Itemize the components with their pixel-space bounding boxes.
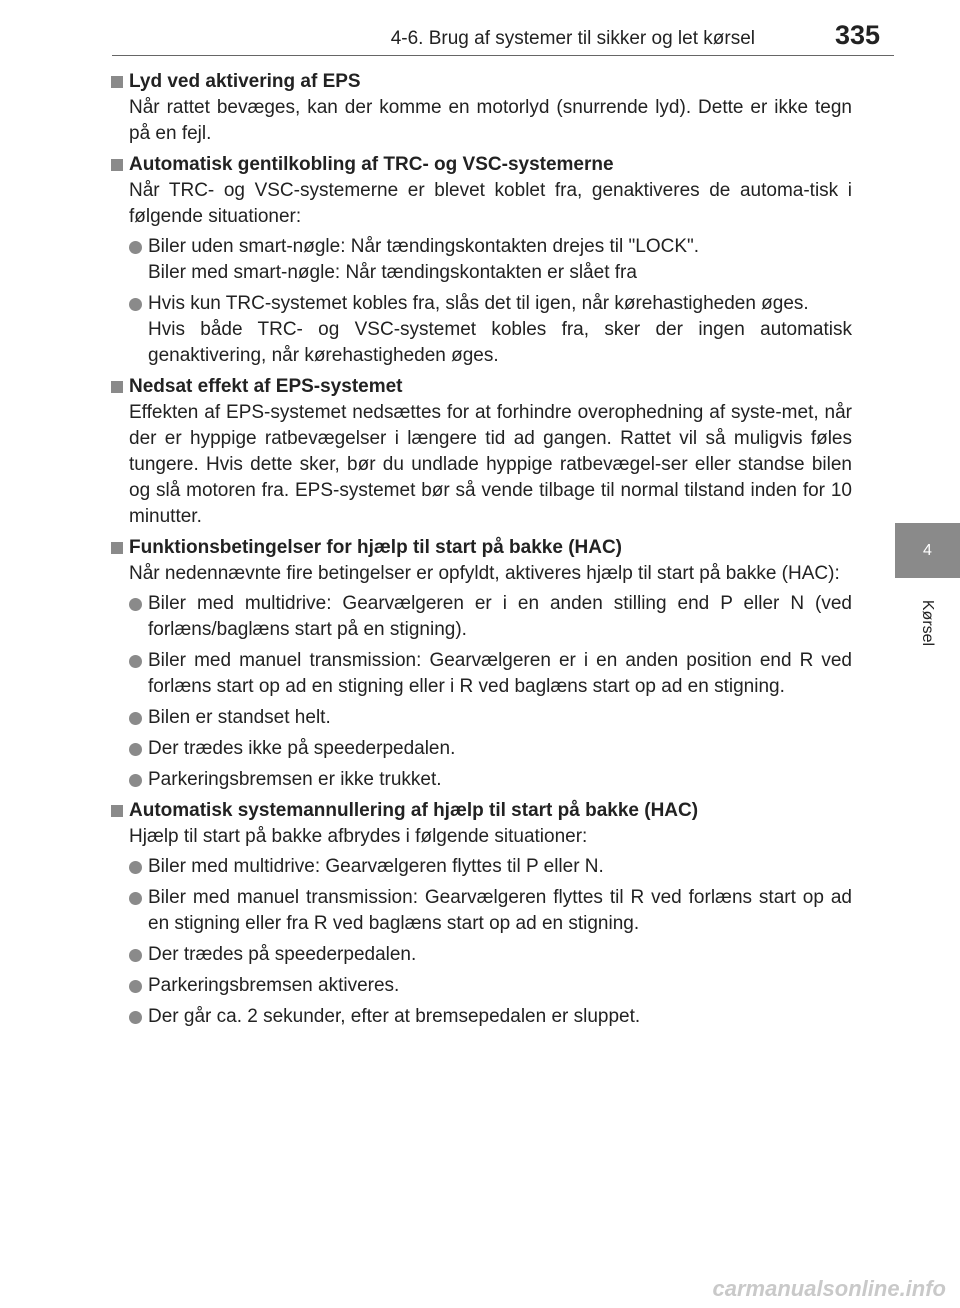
- paragraph: Effekten af EPS-systemet nedsættes for at forhindre overophedning af syste-met, når der er hyppige ratbevægelser i længere tid ad gangen. Rattet vil så muligvis føles tungere. Hvis dette sker, bør du undlade hyppige ratbevægel-ser eller standse bilen og slå motoren fra. EPS-systemet bør så vende tilbage til normal tilstand inden for 10 minutter.: [129, 402, 852, 527]
- bullet-text: Der går ca. 2 sekunder, efter at bremsepedalen er sluppet.: [148, 1006, 641, 1027]
- round-bullet-icon: [129, 980, 142, 993]
- section-heading: [110, 374, 852, 400]
- section-heading-text: Automatisk gentilkobling af TRC- og VSC-systemerne: [129, 154, 614, 175]
- paragraph: Når nedennævnte fire betingelser er opfyldt, aktiveres hjælp til start på bakke (HAC):: [129, 563, 840, 584]
- square-bullet-icon: [111, 76, 123, 88]
- bullet-item: [110, 1004, 852, 1030]
- bullet-text: Parkeringsbremsen er ikke trukket.: [148, 769, 442, 790]
- bullet-text: Biler med multidrive: Gearvælgeren er i en anden stilling end P eller N (ved forlæns/baglæns start på en stigning).: [148, 593, 852, 640]
- section-heading: [110, 69, 852, 95]
- bullet-text: Der trædes ikke på speederpedalen.: [148, 738, 456, 759]
- round-bullet-icon: [129, 1011, 142, 1024]
- bullet-item: [110, 234, 852, 286]
- square-bullet-icon: [111, 159, 123, 171]
- bullet-item: [110, 736, 852, 762]
- paragraph: Hjælp til start på bakke afbrydes i følgende situationer:: [129, 826, 588, 847]
- bullet-item: [110, 885, 852, 937]
- paragraph: Når rattet bevæges, kan der komme en motorlyd (snurrende lyd). Dette er ikke tegn på en fejl.: [129, 97, 852, 144]
- chapter-number: 4: [923, 541, 932, 559]
- round-bullet-icon: [129, 892, 142, 905]
- section-heading: [110, 798, 852, 824]
- section-heading-text: Funktionsbetingelser for hjælp til start på bakke (HAC): [129, 537, 623, 558]
- page-content: [110, 69, 852, 1035]
- section-heading-text: Lyd ved aktivering af EPS: [129, 71, 361, 92]
- page-header: [0, 0, 960, 60]
- square-bullet-icon: [111, 542, 123, 554]
- bullet-item: [110, 705, 852, 731]
- bullet-text: Biler med manuel transmission: Gearvælgeren er i en anden position end R ved forlæns start op ad en stigning eller i R ved baglæns start op ad en stigning.: [148, 650, 852, 697]
- bullet-text: Biler uden smart-nøgle: Når tændingskontakten drejes til "LOCK".: [148, 236, 700, 257]
- header-divider: [112, 55, 894, 56]
- square-bullet-icon: [111, 381, 123, 393]
- bullet-text: Parkeringsbremsen aktiveres.: [148, 975, 400, 996]
- bullet-text: Biler med multidrive: Gearvælgeren flyttes til P eller N.: [148, 856, 604, 877]
- bullet-text: Hvis både TRC- og VSC-systemet kobles fra, sker der ingen automatisk genaktivering, når kørehastigheden øges.: [148, 319, 852, 366]
- round-bullet-icon: [129, 712, 142, 725]
- bullet-item: [110, 291, 852, 369]
- section-heading: [110, 535, 852, 561]
- round-bullet-icon: [129, 861, 142, 874]
- round-bullet-icon: [129, 743, 142, 756]
- round-bullet-icon: [129, 241, 142, 254]
- round-bullet-icon: [129, 298, 142, 311]
- bullet-item: [110, 854, 852, 880]
- round-bullet-icon: [129, 598, 142, 611]
- chapter-tab: [895, 523, 960, 578]
- section-heading: [110, 152, 852, 178]
- section-heading-text: Nedsat effekt af EPS-systemet: [129, 376, 403, 397]
- section: [110, 152, 852, 369]
- watermark: carmanualsonline.info: [712, 1276, 946, 1301]
- bullet-item: [110, 591, 852, 643]
- round-bullet-icon: [129, 655, 142, 668]
- page-number: 335: [834, 20, 880, 50]
- bullet-item: [110, 973, 852, 999]
- bullet-text: Bilen er standset helt.: [148, 707, 331, 728]
- section: [110, 69, 852, 147]
- chapter-label-text: Kørsel: [919, 599, 937, 647]
- bullet-text: Hvis kun TRC-systemet kobles fra, slås det til igen, når kørehastigheden øges.: [148, 293, 809, 314]
- section: [110, 798, 852, 1030]
- bullet-text: Der trædes på speederpedalen.: [148, 944, 417, 965]
- section: [110, 535, 852, 793]
- bullet-text: Biler med manuel transmission: Gearvælgeren flyttes til R ved forlæns start op ad en stigning eller fra R ved baglæns start op ad en stigning.: [148, 887, 852, 934]
- square-bullet-icon: [111, 805, 123, 817]
- bullet-item: [110, 648, 852, 700]
- chapter-label: [895, 578, 960, 668]
- section-title: 4-6. Brug af systemer til sikker og let kørsel: [390, 28, 755, 49]
- section-heading-text: Automatisk systemannullering af hjælp til start på bakke (HAC): [129, 800, 699, 821]
- section: [110, 374, 852, 530]
- paragraph: Når TRC- og VSC-systemerne er blevet koblet fra, genaktiveres de automa-tisk i følgende situationer:: [129, 180, 852, 227]
- bullet-text: Biler med smart-nøgle: Når tændingskontakten er slået fra: [148, 262, 637, 283]
- bullet-item: [110, 942, 852, 968]
- round-bullet-icon: [129, 949, 142, 962]
- round-bullet-icon: [129, 774, 142, 787]
- bullet-item: [110, 767, 852, 793]
